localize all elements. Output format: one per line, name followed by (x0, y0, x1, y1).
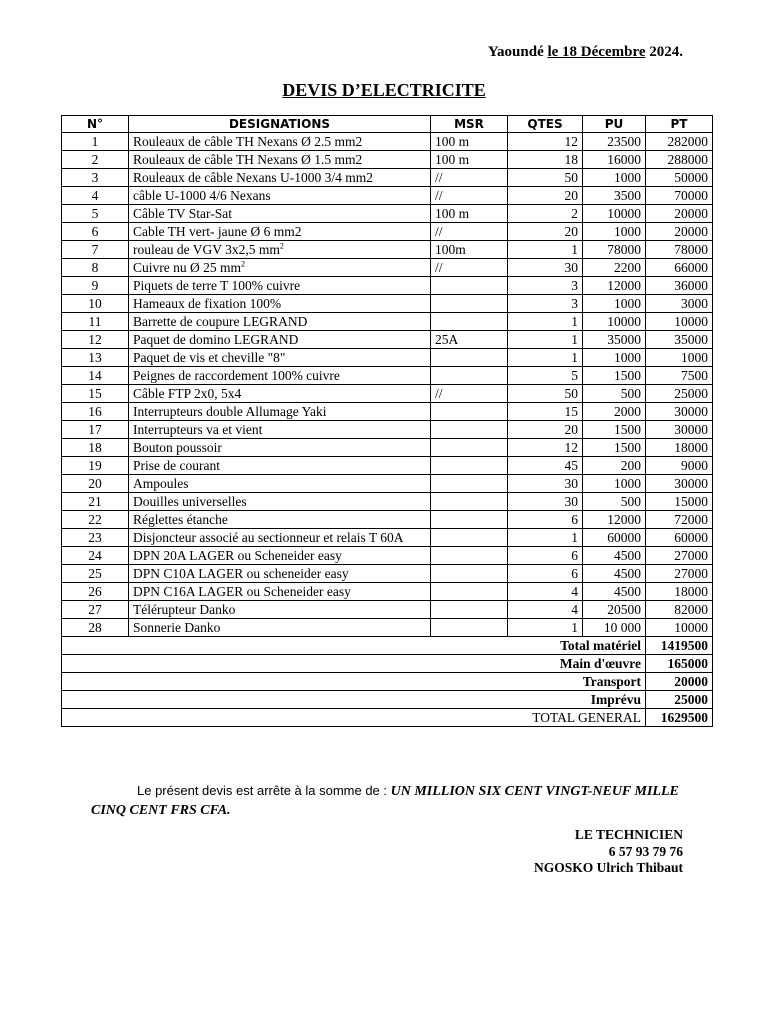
row-msr (431, 457, 508, 475)
row-designation: Interrupteurs va et vient (129, 421, 431, 439)
total-value: 25000 (646, 691, 713, 709)
superscript: 2 (279, 241, 284, 251)
row-pu: 60000 (583, 529, 646, 547)
row-qtes: 30 (508, 475, 583, 493)
row-msr (431, 439, 508, 457)
row-number: 12 (62, 331, 129, 349)
row-qtes: 4 (508, 583, 583, 601)
row-msr (431, 493, 508, 511)
row-designation: DPN 20A LAGER ou Scheneider easy (129, 547, 431, 565)
row-pt: 20000 (646, 205, 713, 223)
row-msr (431, 601, 508, 619)
row-number: 26 (62, 583, 129, 601)
table-row (62, 169, 713, 187)
row-number: 1 (62, 133, 129, 151)
total-label: Main d'œuvre (62, 655, 646, 673)
row-number: 25 (62, 565, 129, 583)
row-qtes: 6 (508, 511, 583, 529)
row-qtes: 30 (508, 259, 583, 277)
date-underlined: le 18 Décembre (547, 44, 646, 60)
total-value: 1419500 (646, 637, 713, 655)
row-msr (431, 277, 508, 295)
table-row (62, 565, 713, 583)
table-row (62, 133, 713, 151)
row-pu: 35000 (583, 331, 646, 349)
table-row (62, 619, 713, 637)
row-pu: 20500 (583, 601, 646, 619)
table-row (62, 511, 713, 529)
signature-phone: 6 57 93 79 76 (608, 843, 683, 859)
row-qtes: 1 (508, 241, 583, 259)
row-number: 6 (62, 223, 129, 241)
superscript: 2 (241, 259, 245, 269)
closing-amount: UN MILLION SIX CENT VINGT-NEUF MILLE CINQ CENT FRS CFA. (91, 784, 679, 818)
row-pu: 4500 (583, 583, 646, 601)
table-row (62, 313, 713, 331)
row-pu: 500 (583, 385, 646, 403)
row-number: 28 (62, 619, 129, 637)
row-qtes: 3 (508, 277, 583, 295)
row-number: 17 (62, 421, 129, 439)
date-prefix: Yaoundé (487, 44, 548, 60)
row-qtes: 1 (508, 349, 583, 367)
row-pu: 10000 (583, 205, 646, 223)
table-row (62, 385, 713, 403)
row-pu: 10 000 (583, 619, 646, 637)
table-body (62, 133, 713, 637)
total-label: TOTAL GENERAL (62, 709, 646, 727)
col-header-number: N° (62, 116, 129, 133)
table-row (62, 601, 713, 619)
row-pt: 70000 (646, 187, 713, 205)
table-row (62, 241, 713, 259)
row-pt: 7500 (646, 367, 713, 385)
row-qtes: 1 (508, 313, 583, 331)
row-msr: 100 m (431, 133, 508, 151)
row-designation: Cable TH vert- jaune Ø 6 mm2 (129, 223, 431, 241)
row-msr: 100 m (431, 151, 508, 169)
row-qtes: 30 (508, 493, 583, 511)
row-number: 23 (62, 529, 129, 547)
row-designation: Hameaux de fixation 100% (129, 295, 431, 313)
row-qtes: 18 (508, 151, 583, 169)
row-msr (431, 313, 508, 331)
document-date (488, 44, 683, 61)
row-qtes: 12 (508, 439, 583, 457)
row-pt: 10000 (646, 313, 713, 331)
row-designation: Piquets de terre T 100% cuivre (129, 277, 431, 295)
row-qtes: 1 (508, 331, 583, 349)
row-msr (431, 619, 508, 637)
row-pt: 3000 (646, 295, 713, 313)
row-pu: 4500 (583, 547, 646, 565)
row-pt: 15000 (646, 493, 713, 511)
table-row (62, 475, 713, 493)
row-pt: 10000 (646, 619, 713, 637)
row-number: 11 (62, 313, 129, 331)
col-header-designations: DESIGNATIONS (129, 116, 431, 133)
row-designation: Rouleaux de câble Nexans U-1000 3/4 mm2 (129, 169, 431, 187)
row-qtes: 20 (508, 223, 583, 241)
row-number: 14 (62, 367, 129, 385)
table-row (62, 367, 713, 385)
row-designation: Interrupteurs double Allumage Yaki (129, 403, 431, 421)
row-qtes: 50 (508, 169, 583, 187)
row-pt: 60000 (646, 529, 713, 547)
row-qtes: 15 (508, 403, 583, 421)
row-pu: 1000 (583, 223, 646, 241)
row-qtes: 1 (508, 619, 583, 637)
table-row (62, 259, 713, 277)
row-pt: 282000 (646, 133, 713, 151)
col-header-qtes: QTES (508, 116, 583, 133)
row-pt: 27000 (646, 547, 713, 565)
table-row (62, 457, 713, 475)
row-number: 2 (62, 151, 129, 169)
row-number: 21 (62, 493, 129, 511)
table-row (62, 529, 713, 547)
row-number: 27 (62, 601, 129, 619)
row-qtes: 6 (508, 547, 583, 565)
date-suffix: 2024. (645, 44, 683, 60)
row-number: 22 (62, 511, 129, 529)
row-designation: câble U-1000 4/6 Nexans (129, 187, 431, 205)
row-pu: 4500 (583, 565, 646, 583)
row-msr: // (431, 259, 508, 277)
col-header-pt: PT (646, 116, 713, 133)
total-row (62, 673, 713, 691)
total-label: Transport (62, 673, 646, 691)
table-row (62, 205, 713, 223)
row-designation: Prise de courant (129, 457, 431, 475)
row-number: 3 (62, 169, 129, 187)
row-pt: 30000 (646, 421, 713, 439)
row-designation: Télérupteur Danko (129, 601, 431, 619)
row-pu: 12000 (583, 277, 646, 295)
row-msr: // (431, 187, 508, 205)
row-pu: 1000 (583, 349, 646, 367)
row-pt: 18000 (646, 583, 713, 601)
row-qtes: 50 (508, 385, 583, 403)
row-pu: 1000 (583, 475, 646, 493)
table-row (62, 223, 713, 241)
row-qtes: 45 (508, 457, 583, 475)
row-designation: Câble FTP 2x0, 5x4 (129, 385, 431, 403)
row-pu: 1500 (583, 421, 646, 439)
row-number: 16 (62, 403, 129, 421)
row-msr (431, 295, 508, 313)
total-row (62, 637, 713, 655)
row-designation: Barrette de coupure LEGRAND (129, 313, 431, 331)
row-pt: 35000 (646, 331, 713, 349)
row-qtes: 2 (508, 205, 583, 223)
row-pt: 78000 (646, 241, 713, 259)
signature-role: LE TECHNICIEN (574, 827, 683, 842)
row-pu: 1500 (583, 367, 646, 385)
row-qtes: 4 (508, 601, 583, 619)
total-value: 20000 (646, 673, 713, 691)
table-header-row (62, 116, 713, 133)
total-value: 1629500 (646, 709, 713, 727)
row-designation: Peignes de raccordement 100% cuivre (129, 367, 431, 385)
closing-text: Le présent devis est arrête à la somme de : (137, 783, 391, 798)
row-pt: 9000 (646, 457, 713, 475)
row-msr (431, 421, 508, 439)
row-msr (431, 565, 508, 583)
row-designation: Bouton poussoir (129, 439, 431, 457)
row-designation: Douilles universelles (129, 493, 431, 511)
row-qtes: 5 (508, 367, 583, 385)
table-row (62, 583, 713, 601)
document-title: DEVIS D’ELECTRICITE (282, 80, 486, 100)
table-row (62, 187, 713, 205)
table-row (62, 421, 713, 439)
row-pu: 1500 (583, 439, 646, 457)
row-designation: Paquet de domino LEGRAND (129, 331, 431, 349)
row-pu: 1000 (583, 169, 646, 187)
col-header-pu: PU (583, 116, 646, 133)
row-pu: 500 (583, 493, 646, 511)
row-msr (431, 403, 508, 421)
closing-statement (91, 782, 691, 820)
row-msr (431, 475, 508, 493)
row-msr: 100m (431, 241, 508, 259)
row-designation: Rouleaux de câble TH Nexans Ø 2.5 mm2 (129, 133, 431, 151)
row-pu: 10000 (583, 313, 646, 331)
row-msr (431, 547, 508, 565)
table-row (62, 439, 713, 457)
row-designation: Rouleaux de câble TH Nexans Ø 1.5 mm2 (129, 151, 431, 169)
row-number: 5 (62, 205, 129, 223)
row-qtes: 20 (508, 187, 583, 205)
row-msr: // (431, 223, 508, 241)
row-msr (431, 349, 508, 367)
total-label: Total matériel (62, 637, 646, 655)
row-qtes: 6 (508, 565, 583, 583)
row-qtes: 20 (508, 421, 583, 439)
row-pu: 23500 (583, 133, 646, 151)
row-number: 13 (62, 349, 129, 367)
row-pu: 12000 (583, 511, 646, 529)
row-designation: Cuivre nu Ø 25 $mm^2$ (129, 259, 431, 277)
total-value: 165000 (646, 655, 713, 673)
row-pu: 1000 (583, 295, 646, 313)
row-designation: Disjoncteur associé au sectionneur et relais T 60A (129, 529, 431, 547)
row-pu: 3500 (583, 187, 646, 205)
signature-name: NGOSKO Ulrich Thibaut (533, 860, 683, 875)
table-row (62, 295, 713, 313)
row-pu: 200 (583, 457, 646, 475)
row-designation: rouleau de VGV 3x2,5 $mm^2$ (129, 241, 431, 259)
row-number: 9 (62, 277, 129, 295)
row-msr (431, 529, 508, 547)
row-number: 20 (62, 475, 129, 493)
total-row (62, 655, 713, 673)
row-pt: 30000 (646, 475, 713, 493)
row-pt: 20000 (646, 223, 713, 241)
table-row (62, 493, 713, 511)
row-designation: DPN C16A LAGER ou Scheneider easy (129, 583, 431, 601)
row-pt: 288000 (646, 151, 713, 169)
row-designation: Réglettes étanche (129, 511, 431, 529)
row-qtes: 12 (508, 133, 583, 151)
row-pt: 27000 (646, 565, 713, 583)
row-msr (431, 367, 508, 385)
row-number: 19 (62, 457, 129, 475)
row-pt: 66000 (646, 259, 713, 277)
row-number: 8 (62, 259, 129, 277)
row-designation: DPN C10A LAGER ou scheneider easy (129, 565, 431, 583)
row-pu: 2200 (583, 259, 646, 277)
table-row (62, 331, 713, 349)
table-row (62, 547, 713, 565)
row-pt: 36000 (646, 277, 713, 295)
row-msr: // (431, 385, 508, 403)
row-pt: 50000 (646, 169, 713, 187)
table-totals (62, 637, 713, 727)
total-label: Imprévu (62, 691, 646, 709)
row-number: 4 (62, 187, 129, 205)
row-pt: 1000 (646, 349, 713, 367)
row-msr: // (431, 169, 508, 187)
table-row (62, 349, 713, 367)
row-pu: 16000 (583, 151, 646, 169)
row-pt: 72000 (646, 511, 713, 529)
table-row (62, 277, 713, 295)
row-pt: 30000 (646, 403, 713, 421)
row-msr (431, 583, 508, 601)
row-pu: 2000 (583, 403, 646, 421)
quote-table (61, 115, 713, 727)
row-msr: 100 m (431, 205, 508, 223)
table-row (62, 151, 713, 169)
row-pt: 18000 (646, 439, 713, 457)
row-msr (431, 511, 508, 529)
row-number: 7 (62, 241, 129, 259)
table-row (62, 403, 713, 421)
row-number: 24 (62, 547, 129, 565)
signature-block (534, 827, 683, 877)
col-header-msr: MSR (431, 116, 508, 133)
row-pt: 82000 (646, 601, 713, 619)
row-msr: 25A (431, 331, 508, 349)
row-qtes: 1 (508, 529, 583, 547)
row-number: 10 (62, 295, 129, 313)
total-row (62, 709, 713, 727)
row-designation: Sonnerie Danko (129, 619, 431, 637)
total-row (62, 691, 713, 709)
row-number: 15 (62, 385, 129, 403)
row-designation: Paquet de vis et cheville "8" (129, 349, 431, 367)
row-number: 18 (62, 439, 129, 457)
row-designation: Câble TV Star-Sat (129, 205, 431, 223)
row-pt: 25000 (646, 385, 713, 403)
row-qtes: 3 (508, 295, 583, 313)
row-designation: Ampoules (129, 475, 431, 493)
row-pu: 78000 (583, 241, 646, 259)
